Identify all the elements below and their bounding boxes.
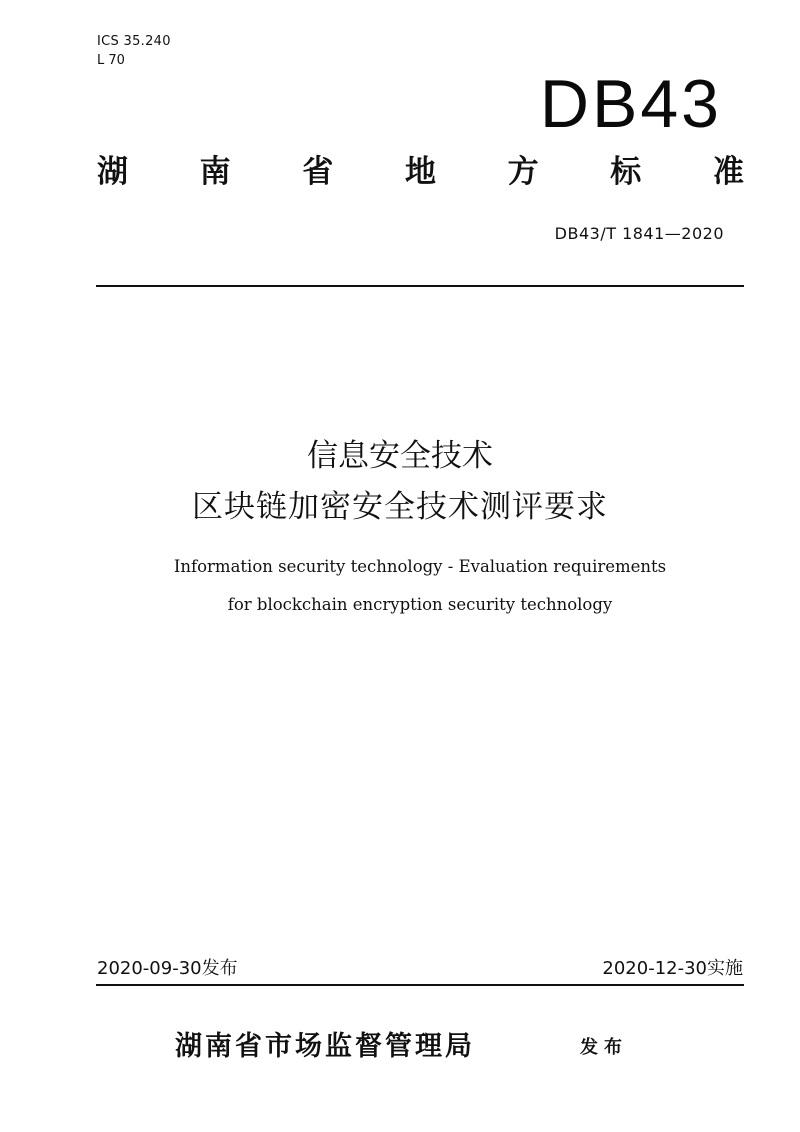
standard-type-char: 南 — [199, 154, 231, 190]
ics-code: ICS 35.240 — [97, 34, 171, 49]
standard-number: DB43/T 1841—2020 — [554, 224, 724, 243]
top-divider — [96, 285, 744, 287]
standard-type-char: 准 — [712, 154, 744, 190]
issue-label: 发布 — [580, 1037, 628, 1058]
standard-type — [97, 152, 744, 192]
publish-date: 2020-09-30发布 — [97, 958, 238, 979]
bottom-divider — [96, 984, 744, 986]
standard-type-char: 方 — [507, 154, 539, 190]
title-zh-line1: 信息安全技术 — [307, 438, 493, 474]
issuing-authority: 湖南省市场监督管理局 — [175, 1031, 475, 1062]
classification-code: L 70 — [97, 53, 125, 68]
standard-type-char: 省 — [302, 154, 334, 190]
title-en-line2: for blockchain encryption security technology — [227, 595, 613, 614]
standard-type-char: 标 — [610, 154, 642, 190]
standard-type-char: 地 — [404, 154, 436, 190]
implement-date: 2020-12-30实施 — [602, 958, 743, 979]
title-zh-line2: 区块链加密安全技术测评要求 — [192, 489, 608, 525]
standard-logo: DB43 — [539, 66, 722, 142]
standard-type-char: 湖 — [97, 154, 128, 190]
title-en-line1: Information security technology - Evaluation requirements — [173, 557, 667, 576]
